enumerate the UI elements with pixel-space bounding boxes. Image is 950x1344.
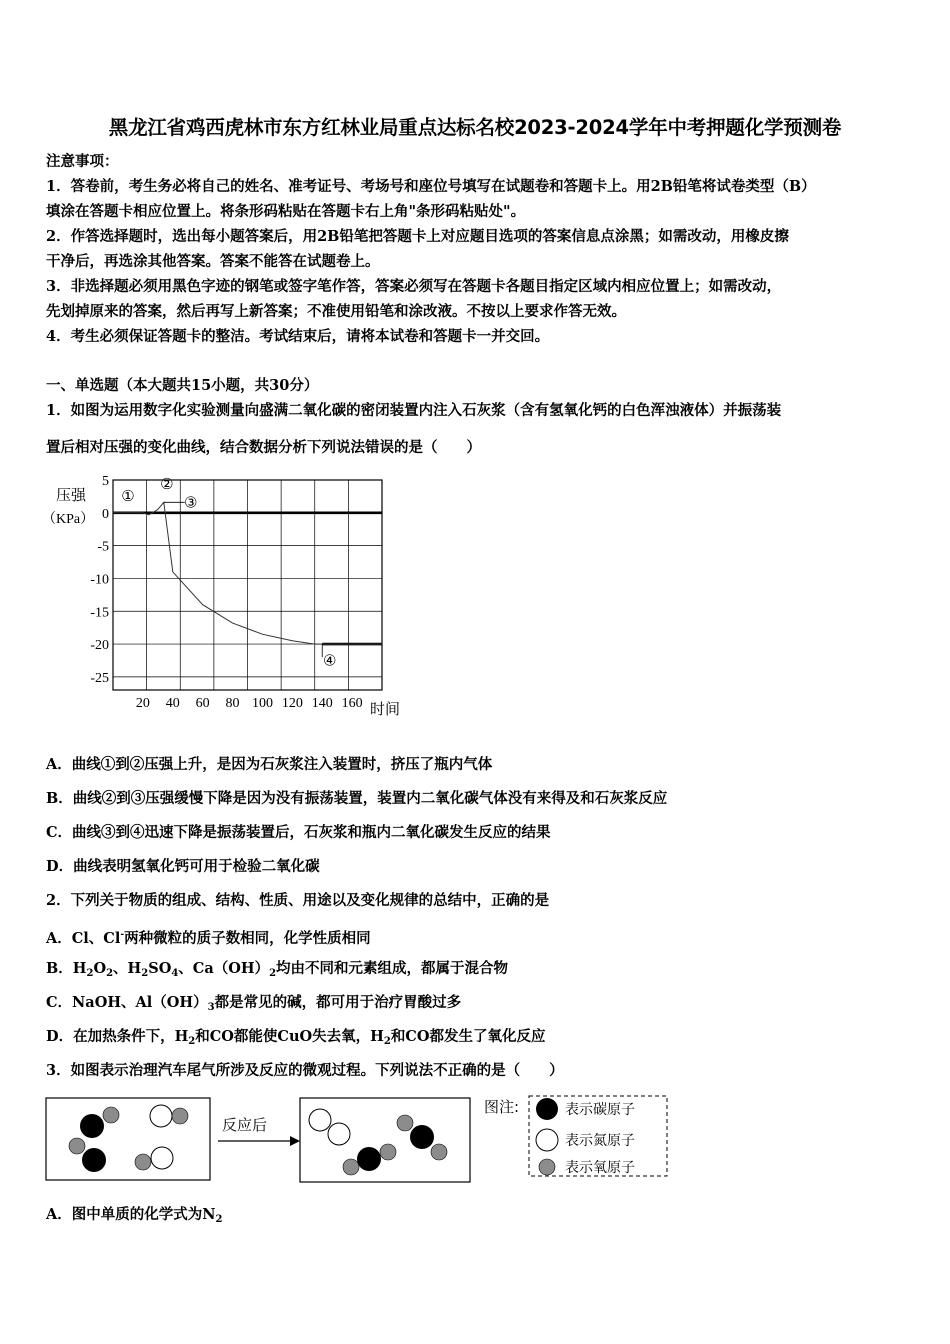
notice-line-3: 2．作答选择题时，选出每小题答案后，用2B铅笔把答题卡上对应题目选项的答案信息点涂黑；如需改动，用橡皮擦 (46, 228, 789, 245)
curve-point-label: ③ (183, 495, 198, 512)
carbon-atom (80, 1114, 104, 1138)
oxygen-atom (103, 1107, 119, 1123)
q2-option-c-part1: C．NaOH、Al（OH） (46, 994, 208, 1011)
chart-annotations (121, 477, 336, 670)
arrow-head-icon (290, 1136, 300, 1146)
q1-option-d: D．曲线表明氢氧化钙可用于检验二氧化碳 (46, 858, 320, 875)
subscript: 2 (188, 1036, 196, 1047)
oxygen-atom (397, 1115, 413, 1131)
curve-point-label: ① (121, 488, 135, 505)
chart-y-ticks (90, 474, 109, 686)
x-tick-label: 80 (225, 696, 240, 711)
q2-option-b-part3: 、H (113, 960, 142, 977)
q2-stem: 2．下列关于物质的组成、结构、性质、用途以及变化规律的总结中，正确的是 (46, 892, 550, 909)
q1-stem-line-1: 1．如图为运用数字化实验测量向盛满二氧化碳的密闭装置内注入石灰浆（含有氢氧化钙的白色浑浊液体）并振荡装 (46, 402, 782, 419)
x-tick-label: 40 (165, 696, 180, 711)
chloride-charge: - (120, 930, 125, 940)
oxygen-atom (69, 1138, 85, 1154)
subscript: 3 (207, 1002, 215, 1013)
page-title: 黑龙江省鸡西虎林市东方红林业局重点达标名校2023-2024学年中考押题化学预测卷 (108, 116, 842, 139)
chart-y-label: 压强 (56, 488, 87, 504)
notice-line-5: 3．非选择题必须用黑色字迹的钢笔或签字笔作答，答案必须写在答题卡各题目指定区域内相应位置上；如需改动， (46, 278, 782, 295)
subscript: 2 (141, 968, 149, 979)
q2-option-d-part1: D．在加热条件下，H (46, 1028, 189, 1045)
reactant-molecule-no-1 (150, 1105, 188, 1127)
q2-option-c (46, 994, 461, 1017)
y-tick-label: -10 (90, 572, 109, 588)
x-tick-label: 20 (135, 696, 150, 711)
notice-line-1: 1．答卷前，考生务必将自己的姓名、准考证号、考场号和座位号填写在试题卷和答题卡上。用2B铅笔将试卷类型（B） (46, 178, 816, 195)
subscript: 2 (86, 968, 94, 979)
subscript: 2 (383, 1036, 391, 1047)
oxygen-atom (343, 1159, 359, 1175)
y-tick-label: -15 (90, 605, 109, 621)
q1-option-b: B．曲线②到③压强缓慢下降是因为没有振荡装置，装置内二氧化碳气体没有来得及和石灰浆反应 (46, 790, 668, 807)
legend-carbon-label: 表示碳原子 (565, 1102, 635, 1118)
x-tick-label: 140 (311, 696, 333, 711)
q2-option-b-part2: O (93, 960, 107, 977)
q2-option-b-part4: SO (148, 960, 172, 977)
q2-option-d (46, 1028, 545, 1051)
subscript: 4 (171, 968, 179, 979)
reaction-diagram (44, 1094, 674, 1186)
q1-option-c: C．曲线③到④迅速下降是振荡装置后，石灰浆和瓶内二氧化碳发生反应的结果 (46, 824, 551, 841)
chart-x-ticks (136, 696, 363, 711)
y-tick-label: 0 (102, 506, 109, 522)
subscript: 2 (269, 968, 277, 979)
curve-point-label: ④ (322, 653, 337, 670)
q2-option-d-part2: 和CO都能使CuO失去氧，H (195, 1028, 384, 1045)
y-tick-label: -20 (90, 638, 109, 654)
notice-line-6: 先划掉原来的答案，然后再写上新答案；不准使用铅笔和涂改液。不按以上要求作答无效。 (46, 303, 626, 320)
chart-grid (113, 480, 382, 690)
nitrogen-atom (150, 1105, 172, 1127)
q2-option-a-part2: 两种微粒的质子数相同，化学性质相同 (124, 930, 371, 947)
pressure-chart (40, 472, 420, 722)
arrow-label: 反应后 (222, 1116, 268, 1134)
nitrogen-atom (328, 1123, 350, 1145)
q2-option-b-part1: B．H (46, 960, 87, 977)
x-tick-label: 160 (341, 696, 363, 711)
legend-title: 图注: (484, 1098, 520, 1116)
notice-line-2: 填涂在答题卡相应位置上。将条形码粘贴在答题卡右上角"条形码粘贴处"。 (46, 203, 526, 220)
q2-option-b-part6: 均由不同和元素组成，都属于混合物 (276, 960, 509, 977)
q2-option-c-part2: 都是常见的碱，都可用于治疗胃酸过多 (214, 994, 462, 1011)
carbon-atom (410, 1125, 434, 1149)
oxygen-atom (380, 1144, 396, 1160)
x-tick-label: 100 (251, 696, 273, 711)
q2-option-a (46, 926, 371, 948)
nitrogen-atom (151, 1147, 173, 1169)
notice-heading: 注意事项： (46, 153, 119, 170)
y-tick-label: 5 (102, 474, 109, 489)
nitrogen-atom (309, 1109, 331, 1131)
chart-x-label: 时间 (370, 702, 401, 718)
legend-carbon-icon (536, 1098, 558, 1120)
y-tick-label: -25 (90, 670, 109, 686)
legend-nitrogen-icon (536, 1129, 558, 1151)
curve-point-label: ② (160, 476, 174, 493)
subscript: 2 (106, 968, 114, 979)
oxygen-atom (431, 1144, 447, 1160)
q2-option-b-part5: 、Ca（OH） (178, 960, 270, 977)
q3-option-a-text: A．图中单质的化学式为N (46, 1206, 216, 1223)
x-tick-label: 120 (281, 696, 303, 711)
q1-stem-line-2: 置后相对压强的变化曲线，结合数据分析下列说法错误的是（ ） (46, 439, 481, 456)
notice-line-4: 干净后，再选涂其他答案。答案不能答在试题卷上。 (46, 253, 380, 270)
chart-y-unit: （KPa） (42, 512, 95, 527)
section-heading: 一、单选题（本大题共15小题，共30分） (46, 377, 319, 394)
subscript: 2 (215, 1214, 223, 1225)
q1-option-a: A．曲线①到②压强上升，是因为石灰浆注入装置时，挤压了瓶内气体 (46, 756, 493, 773)
carbon-atom (82, 1148, 106, 1172)
legend-oxygen-label: 表示氧原子 (565, 1160, 635, 1176)
q2-option-a-part1: A．Cl、Cl (46, 930, 121, 947)
legend-oxygen-icon (539, 1159, 555, 1175)
q3-option-a (46, 1206, 222, 1229)
carbon-atom (357, 1147, 381, 1171)
q2-option-d-part3: 和CO都发生了氧化反应 (390, 1028, 546, 1045)
notice-line-7: 4．考生必须保证答题卡的整洁。考试结束后，请将本试卷和答题卡一并交回。 (46, 328, 550, 345)
q2-option-b (46, 960, 508, 983)
q3-stem: 3．如图表示治理汽车尾气所涉及反应的微观过程。下列说法不正确的是（ ） (46, 1062, 564, 1079)
oxygen-atom (172, 1108, 188, 1124)
y-tick-label: -5 (97, 539, 109, 555)
oxygen-atom (135, 1154, 151, 1170)
legend-nitrogen-label: 表示氮原子 (565, 1133, 635, 1149)
x-tick-label: 60 (195, 696, 210, 711)
